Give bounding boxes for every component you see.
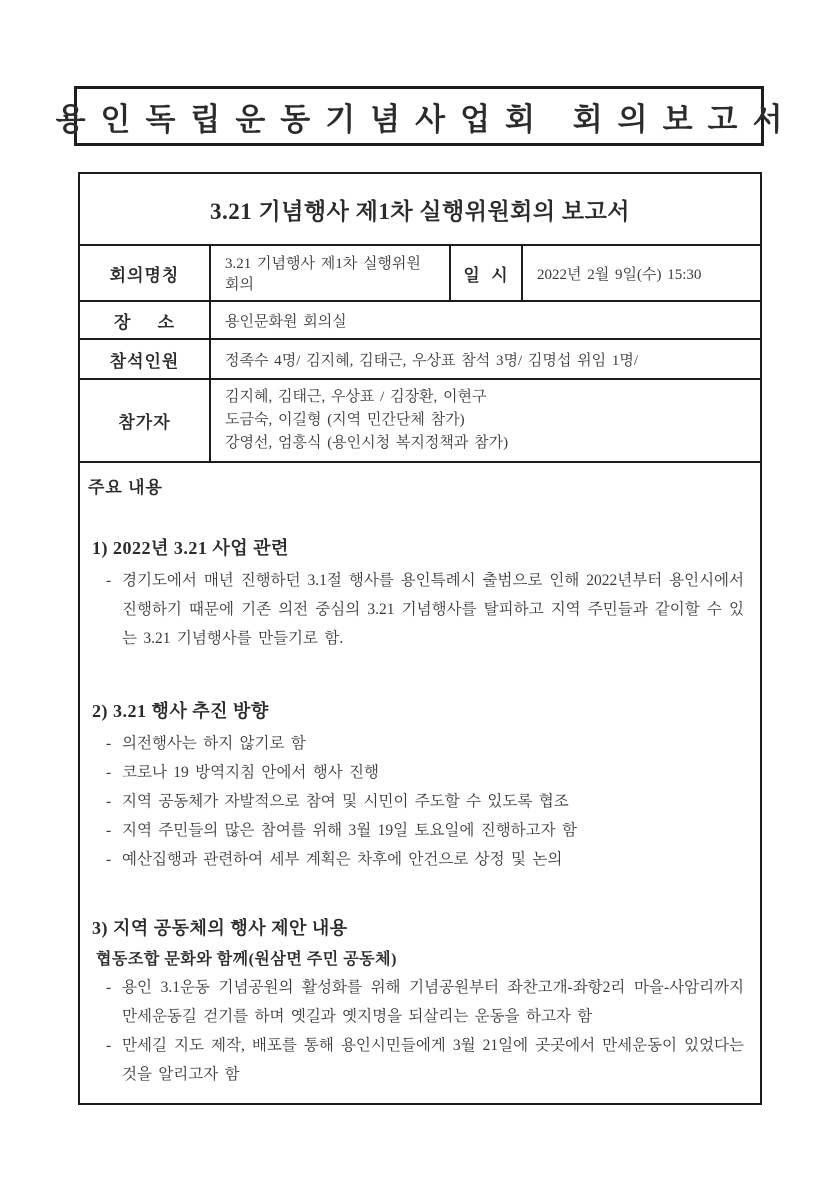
meeting-info-table: [80, 244, 760, 463]
section-2-bullet-4-text: 지역 주민들의 많은 참여를 위해 3월 19일 토요일에 진행하고자 함: [122, 822, 577, 839]
section-2-bullet-5-text: 예산집행과 관련하여 세부 계획은 차후에 안건으로 상정 및 논의: [122, 851, 563, 868]
section-3-subheading: 협동조합 문화와 함께(원삼면 주민 공동체): [96, 951, 397, 968]
section-3-bullet-2: [106, 1031, 744, 1089]
dash-bullet: -: [106, 979, 112, 996]
report-subtitle: 3.21 기념행사 제1차 실행위원회의 보고서: [209, 198, 631, 224]
table-row-attendees: [80, 339, 760, 379]
table-row-meeting-name: [80, 245, 760, 301]
dash-bullet: -: [106, 793, 112, 810]
section-1-bullet-1: [106, 566, 744, 653]
dash-bullet: -: [106, 851, 112, 868]
section-2-bullet-2-text: 코로나 19 방역지침 안에서 행사 진행: [122, 764, 379, 781]
section-3-title: 3) 지역 공동체의 행사 제안 내용: [92, 918, 348, 938]
section-2-bullet-3-text: 지역 공동체가 자발적으로 참여 및 시민이 주도할 수 있도록 협조: [122, 793, 569, 810]
table-row-participants: [80, 379, 760, 462]
attendees-value: 정족수 4명/ 김지혜, 김태근, 우상표 참석 3명/ 김명섭 위임 1명/: [210, 339, 760, 379]
section-3: [92, 914, 746, 1089]
section-2-bullet-5: [106, 845, 744, 874]
participants-value: [210, 379, 760, 462]
participants-line-3: 강영선, 엄흥식 (용인시청 복지정책과 참가): [225, 435, 509, 451]
dash-bullet: -: [106, 1037, 112, 1054]
location-value: 용인문화원 회의실: [210, 301, 760, 339]
participants-line-2: 도금숙, 이길형 (지역 민간단체 참가): [225, 412, 465, 428]
participants-line-1: 김지혜, 김태근, 우상표 / 김장환, 이현구: [225, 389, 487, 405]
meeting-name-value: 3.21 기념행사 제1차 실행위원 회의: [210, 245, 450, 301]
dash-bullet: -: [106, 822, 112, 839]
participants-label: 참가자: [80, 379, 210, 462]
attendees-label: 참석인원: [80, 339, 210, 379]
location-label: 장 소: [80, 301, 210, 339]
section-2-bullet-1: [106, 729, 744, 758]
document-title: 용인독립운동기념사업회 회의보고서: [55, 101, 798, 137]
dash-bullet: -: [106, 735, 112, 752]
section-2-bullet-1-text: 의전행사는 하지 않기로 함: [122, 735, 306, 752]
report-box: [78, 172, 762, 1105]
meeting-name-label: 회의명칭: [80, 245, 210, 301]
section-2-bullet-2: [106, 758, 744, 787]
section-1-title: 1) 2022년 3.21 사업 관련: [92, 538, 289, 558]
dash-bullet: -: [106, 764, 112, 781]
section-3-bullet-2-text: 만세길 지도 제작, 배포를 통해 용인시민들에게 3월 21일에 곳곳에서 만세운동이 있었다는 것을 알리고자 함: [122, 1037, 744, 1083]
table-row-location: [80, 301, 760, 339]
datetime-label: 일 시: [450, 245, 522, 301]
section-3-bullet-1-text: 용인 3.1운동 기념공원의 활성화를 위해 기념공원부터 좌찬고개-좌항2리 마을-사암리까지 만세운동길 걷기를 하며 옛길과 옛지명을 되살리는 운동을 하고자 함: [122, 979, 744, 1025]
section-1: [92, 534, 746, 653]
section-2-title: 2) 3.21 행사 추진 방향: [92, 701, 269, 721]
section-2: [92, 697, 746, 874]
section-3-bullet-1: [106, 973, 744, 1031]
report-subtitle-row: [80, 174, 760, 244]
datetime-value: 2022년 2월 9일(수) 15:30: [522, 245, 760, 301]
section-2-bullet-3: [106, 787, 744, 816]
section-2-bullet-4: [106, 816, 744, 845]
dash-bullet: -: [106, 572, 112, 589]
main-content: [80, 463, 760, 1103]
section-1-bullet-1-text: 경기도에서 매년 진행하던 3.1절 행사를 용인특례시 출범으로 인해 2022년부터 용인시에서 진행하기 때문에 기존 의전 중심의 3.21 기념행사를 탈피하고 지역 주민들과 같이할 수 있는 3.21 기념행사를 만들기로 함.: [122, 572, 744, 647]
document-title-box: [55, 86, 798, 146]
content-heading: 주요 내용: [88, 478, 163, 497]
